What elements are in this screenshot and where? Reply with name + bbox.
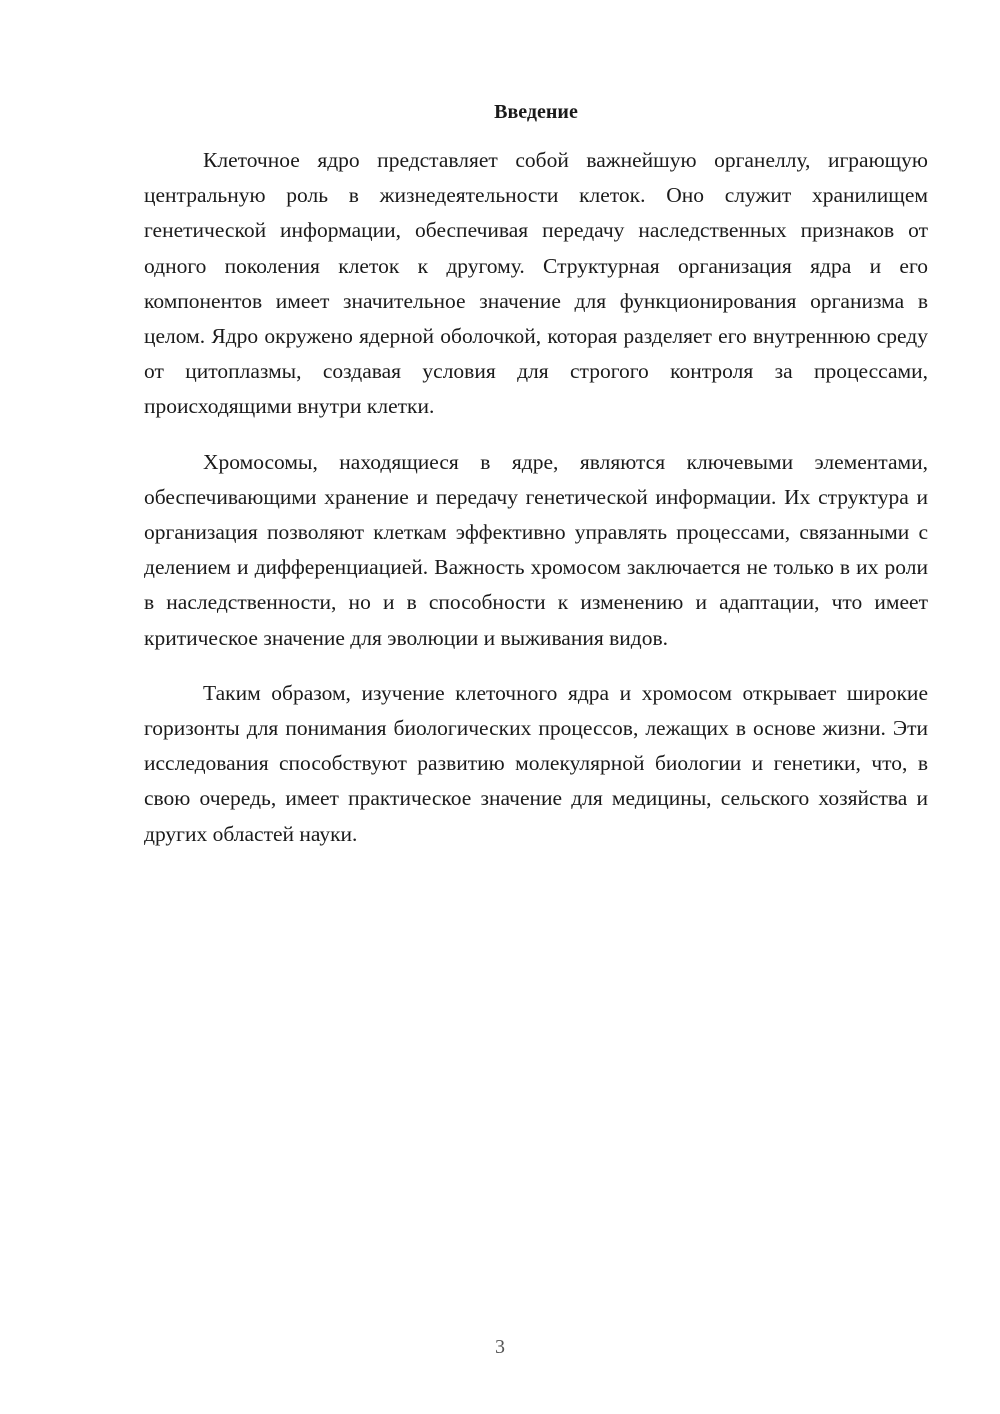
body-text (144, 143, 928, 872)
section-title: Введение (494, 101, 578, 123)
paragraph-1: Клеточное ядро представляет собой важнейшую органеллу, играющую центральную роль в жизнедеятельности клеток. Оно служит хранилищем генетической информации, обеспечивая передачу наследственных признаков от одного поколения клеток к другому. Структурная организация ядра и его компонентов имеет значительное значение для функционирования организма в целом. Ядро окружено ядерной оболочкой, которая разделяет его внутреннюю среду от цитоплазмы, создавая условия для строгого контроля за процессами, происходящими внутри клетки. (144, 148, 928, 419)
page-number: 3 (495, 1336, 505, 1358)
paragraph-2: Хромосомы, находящиеся в ядре, являются ключевыми элементами, обеспечивающими хранение и передачу генетической информации. Их структура и организация позволяют клеткам эффективно управлять процессами, связанными с делением и дифференциацией. Важность хромосом заключается не только в их роли в наследственности, но и в способности к изменению и адаптации, что имеет критическое значение для эволюции и выживания видов. (144, 449, 928, 650)
paragraph-3: Таким образом, изучение клеточного ядра и хромосом открывает широкие горизонты для понимания биологических процессов, лежащих в основе жизни. Эти исследования способствуют развитию молекулярной биологии и генетики, что, в свою очередь, имеет практическое значение для медицины, сельского хозяйства и других областей науки. (144, 680, 928, 846)
